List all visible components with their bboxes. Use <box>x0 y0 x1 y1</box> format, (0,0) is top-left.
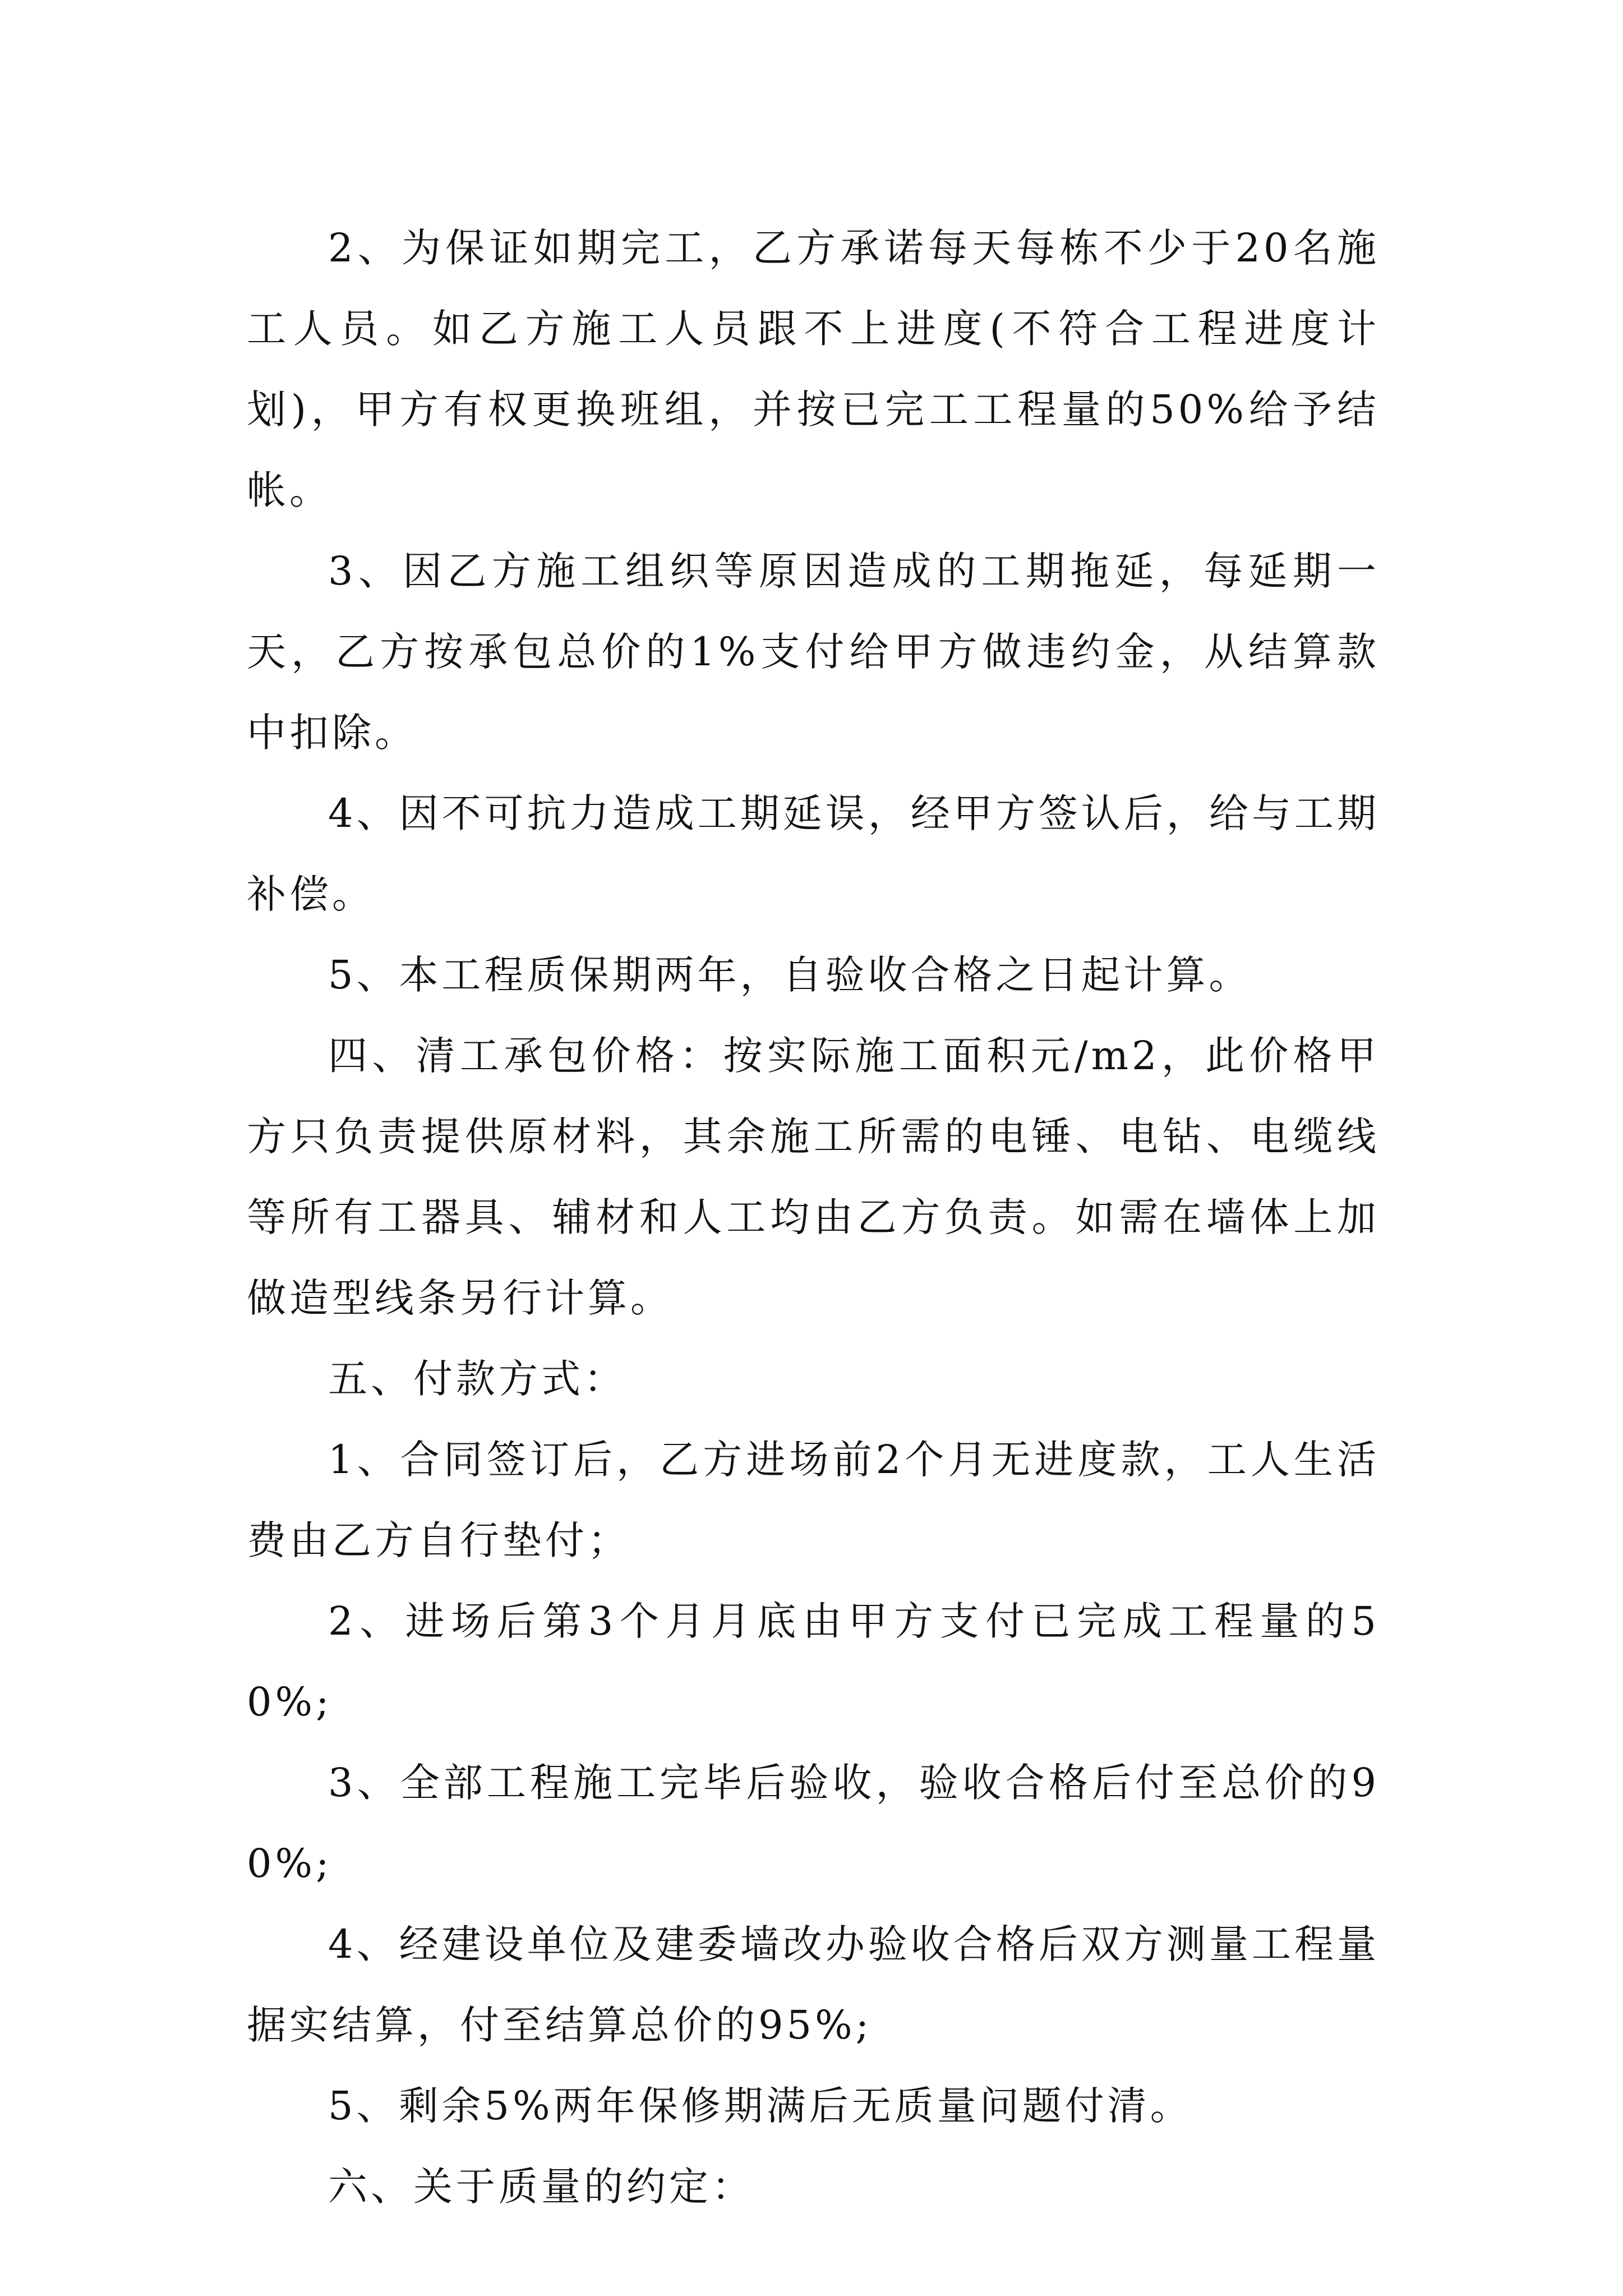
paragraph-clause-3-delay-penalty: 3、因乙方施工组织等原因造成的工期拖延，每延期一天，乙方按承包总价的1%支付给甲方做违约金，从结算款中扣除。 <box>247 548 1380 756</box>
paragraph-section-4-pricing: 四、清工承包价格：按实际施工面积元/m2，此价格甲方只负责提供原材料，其余施工所需的电锤、电钻、电缆线等所有工器具、辅材和人工均由乙方负责。如需在墙体上加做造型线条另行计算。 <box>247 1033 1380 1321</box>
paragraph-section-5-payment-heading: 五、付款方式： <box>328 1356 626 1402</box>
paragraph-payment-2: 2、进场后第3个月月底由甲方支付已完成工程量的50%; <box>247 1598 1380 1725</box>
paragraph-payment-3: 3、全部工程施工完毕后验收，验收合格后付至总价的90%; <box>247 1760 1380 1887</box>
paragraph-payment-4: 4、经建设单位及建委墙改办验收合格后双方测量工程量据实结算，付至结算总价的95%; <box>247 1921 1380 2048</box>
paragraph-clause-4-force-majeure: 4、因不可抗力造成工期延误，经甲方签认后，给与工期补偿。 <box>247 790 1380 917</box>
document-body <box>247 208 1380 2227</box>
paragraph-payment-1: 1、合同签订后，乙方进场前2个月无进度款，工人生活费由乙方自行垫付； <box>247 1437 1380 1563</box>
paragraph-payment-5: 5、剩余5%两年保修期满后无质量问题付清。 <box>328 2083 1193 2129</box>
paragraph-section-6-quality-heading: 六、关于质量的约定： <box>328 2164 754 2210</box>
paragraph-clause-5-warranty: 5、本工程质保期两年，自验收合格之日起计算。 <box>328 952 1252 998</box>
paragraph-clause-2-staffing: 2、为保证如期完工，乙方承诺每天每栋不少于20名施工人员。如乙方施工人员跟不上进度(不符合工程进度计划)，甲方有权更换班组，并按已完工工程量的50%给予结帐。 <box>247 225 1380 513</box>
